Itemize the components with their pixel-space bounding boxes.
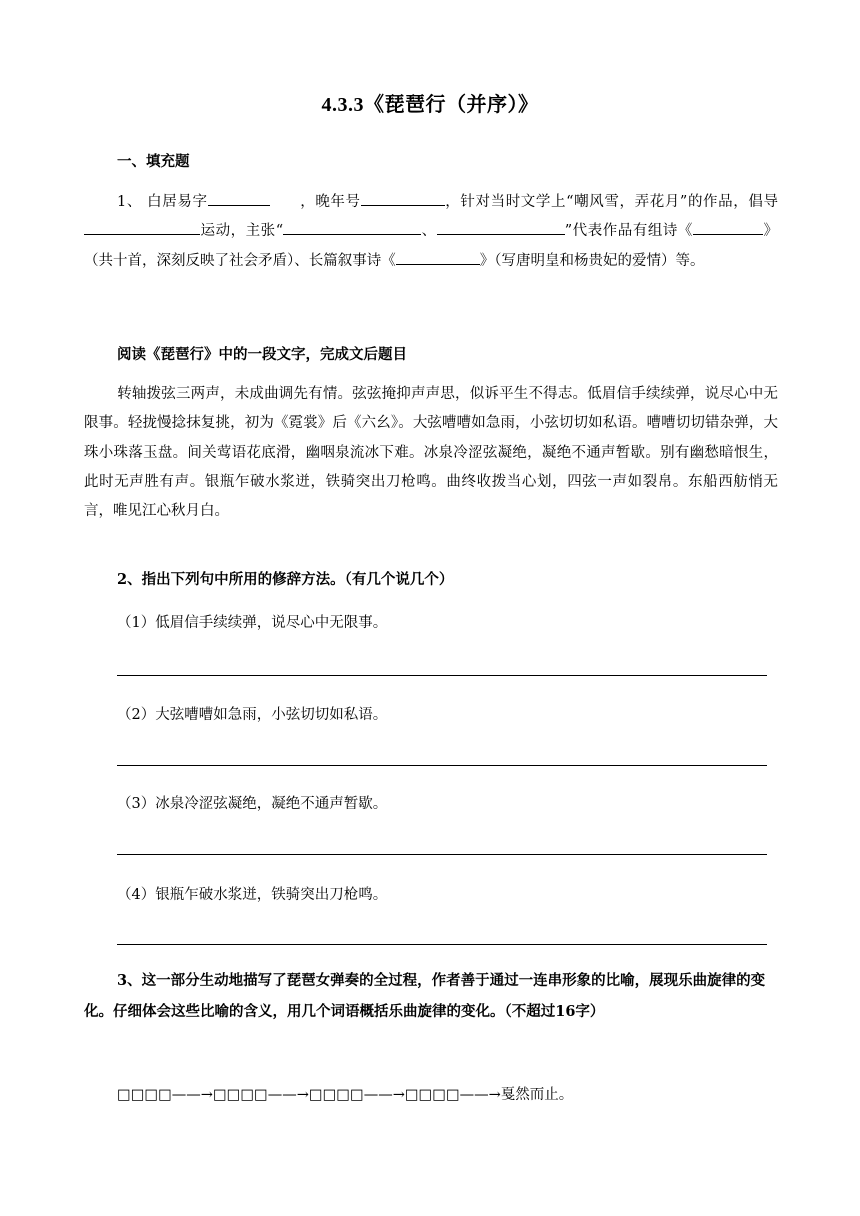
- blank-courtesy-name[interactable]: [208, 189, 270, 206]
- blank-long-poem[interactable]: [396, 248, 480, 265]
- question-3: [84, 965, 779, 1027]
- question-2-item-4: （4）银瓶乍破水浆迸，铁骑突出刀枪鸣。: [117, 887, 388, 903]
- question-3-text: 3、这一部分生动地描写了琵琶女弹奏的全过程，作者善于通过一连串形象的比喻，展现乐曲旋律的变化。仔细体会这些比喻的含义，用几个词语概括乐曲旋律的变化。（不超过16字）: [84, 972, 766, 1020]
- answer-line-2[interactable]: [117, 765, 767, 766]
- q1-text-5: 、: [421, 223, 437, 240]
- answer-line-4[interactable]: [117, 944, 767, 945]
- question-1: [84, 188, 778, 276]
- melody-flow-answer: □□□□——→□□□□——→□□□□——→□□□□——→戛然而止。: [117, 1087, 574, 1103]
- question-2-item-2: （2）大弦嘈嘈如急雨，小弦切切如私语。: [117, 707, 388, 723]
- q1-text-2: ，晚年号: [299, 194, 361, 210]
- q1-text-1: 1、 白居易字: [117, 194, 208, 210]
- blank-late-name[interactable]: [361, 189, 445, 206]
- blank-claim-2[interactable]: [437, 218, 565, 235]
- q1-text-4: 运动，主张“: [200, 223, 284, 240]
- question-2-item-3: （3）冰泉冷涩弦凝绝，凝绝不通声暂歇。: [117, 796, 388, 812]
- q1-text-3: ，针对当时文学上“嘲风雪，弄花月”的作品，倡导: [444, 194, 778, 210]
- blank-movement[interactable]: [84, 218, 200, 235]
- blank-claim-1[interactable]: [283, 218, 421, 235]
- q1-text-6: ”代表作品有组诗《: [564, 223, 693, 240]
- reading-passage: [84, 380, 778, 526]
- page-title: 4.3.3《琵琶行（并序）》: [321, 94, 539, 116]
- passage-text: 转轴拨弦三两声，未成曲调先有情。弦弦掩抑声声思，似诉平生不得志。低眉信手续续弹，说尽心中无限事。轻拢慢捻抹复挑，初为《霓裳》后《六幺》。大弦嘈嘈如急雨，小弦切切如私语。嘈嘈切切错杂弹，大珠小珠落玉盘。间关莺语花底滑，幽咽泉流冰下难。冰泉冷涩弦凝绝，凝绝不通声暂歇。别有幽愁暗恨生，此时无声胜有声。银瓶乍破水浆迸，铁骑突出刀枪鸣。曲终收拨当心划，四弦一声如裂帛。东船西舫悄无言，唯见江心秋月白。: [84, 386, 778, 520]
- answer-line-3[interactable]: [117, 854, 767, 855]
- reading-heading: 阅读《琵琶行》中的一段文字，完成文后题目: [117, 346, 407, 363]
- answer-line-1[interactable]: [117, 675, 767, 676]
- q1-text-7: 》（共十首，深刻反映了社会矛盾）、长篇叙事诗《: [84, 223, 779, 269]
- section-heading-fill-in: 一、填充题: [117, 153, 190, 170]
- blank-poem-series[interactable]: [693, 218, 763, 235]
- q1-text-8: 》（写唐明皇和杨贵妃的爱情）等。: [479, 252, 705, 269]
- question-2-heading: 2、指出下列句中所用的修辞方法。（有几个说几个）: [117, 571, 454, 588]
- question-2-item-1: （1）低眉信手续续弹，说尽心中无限事。: [117, 615, 388, 631]
